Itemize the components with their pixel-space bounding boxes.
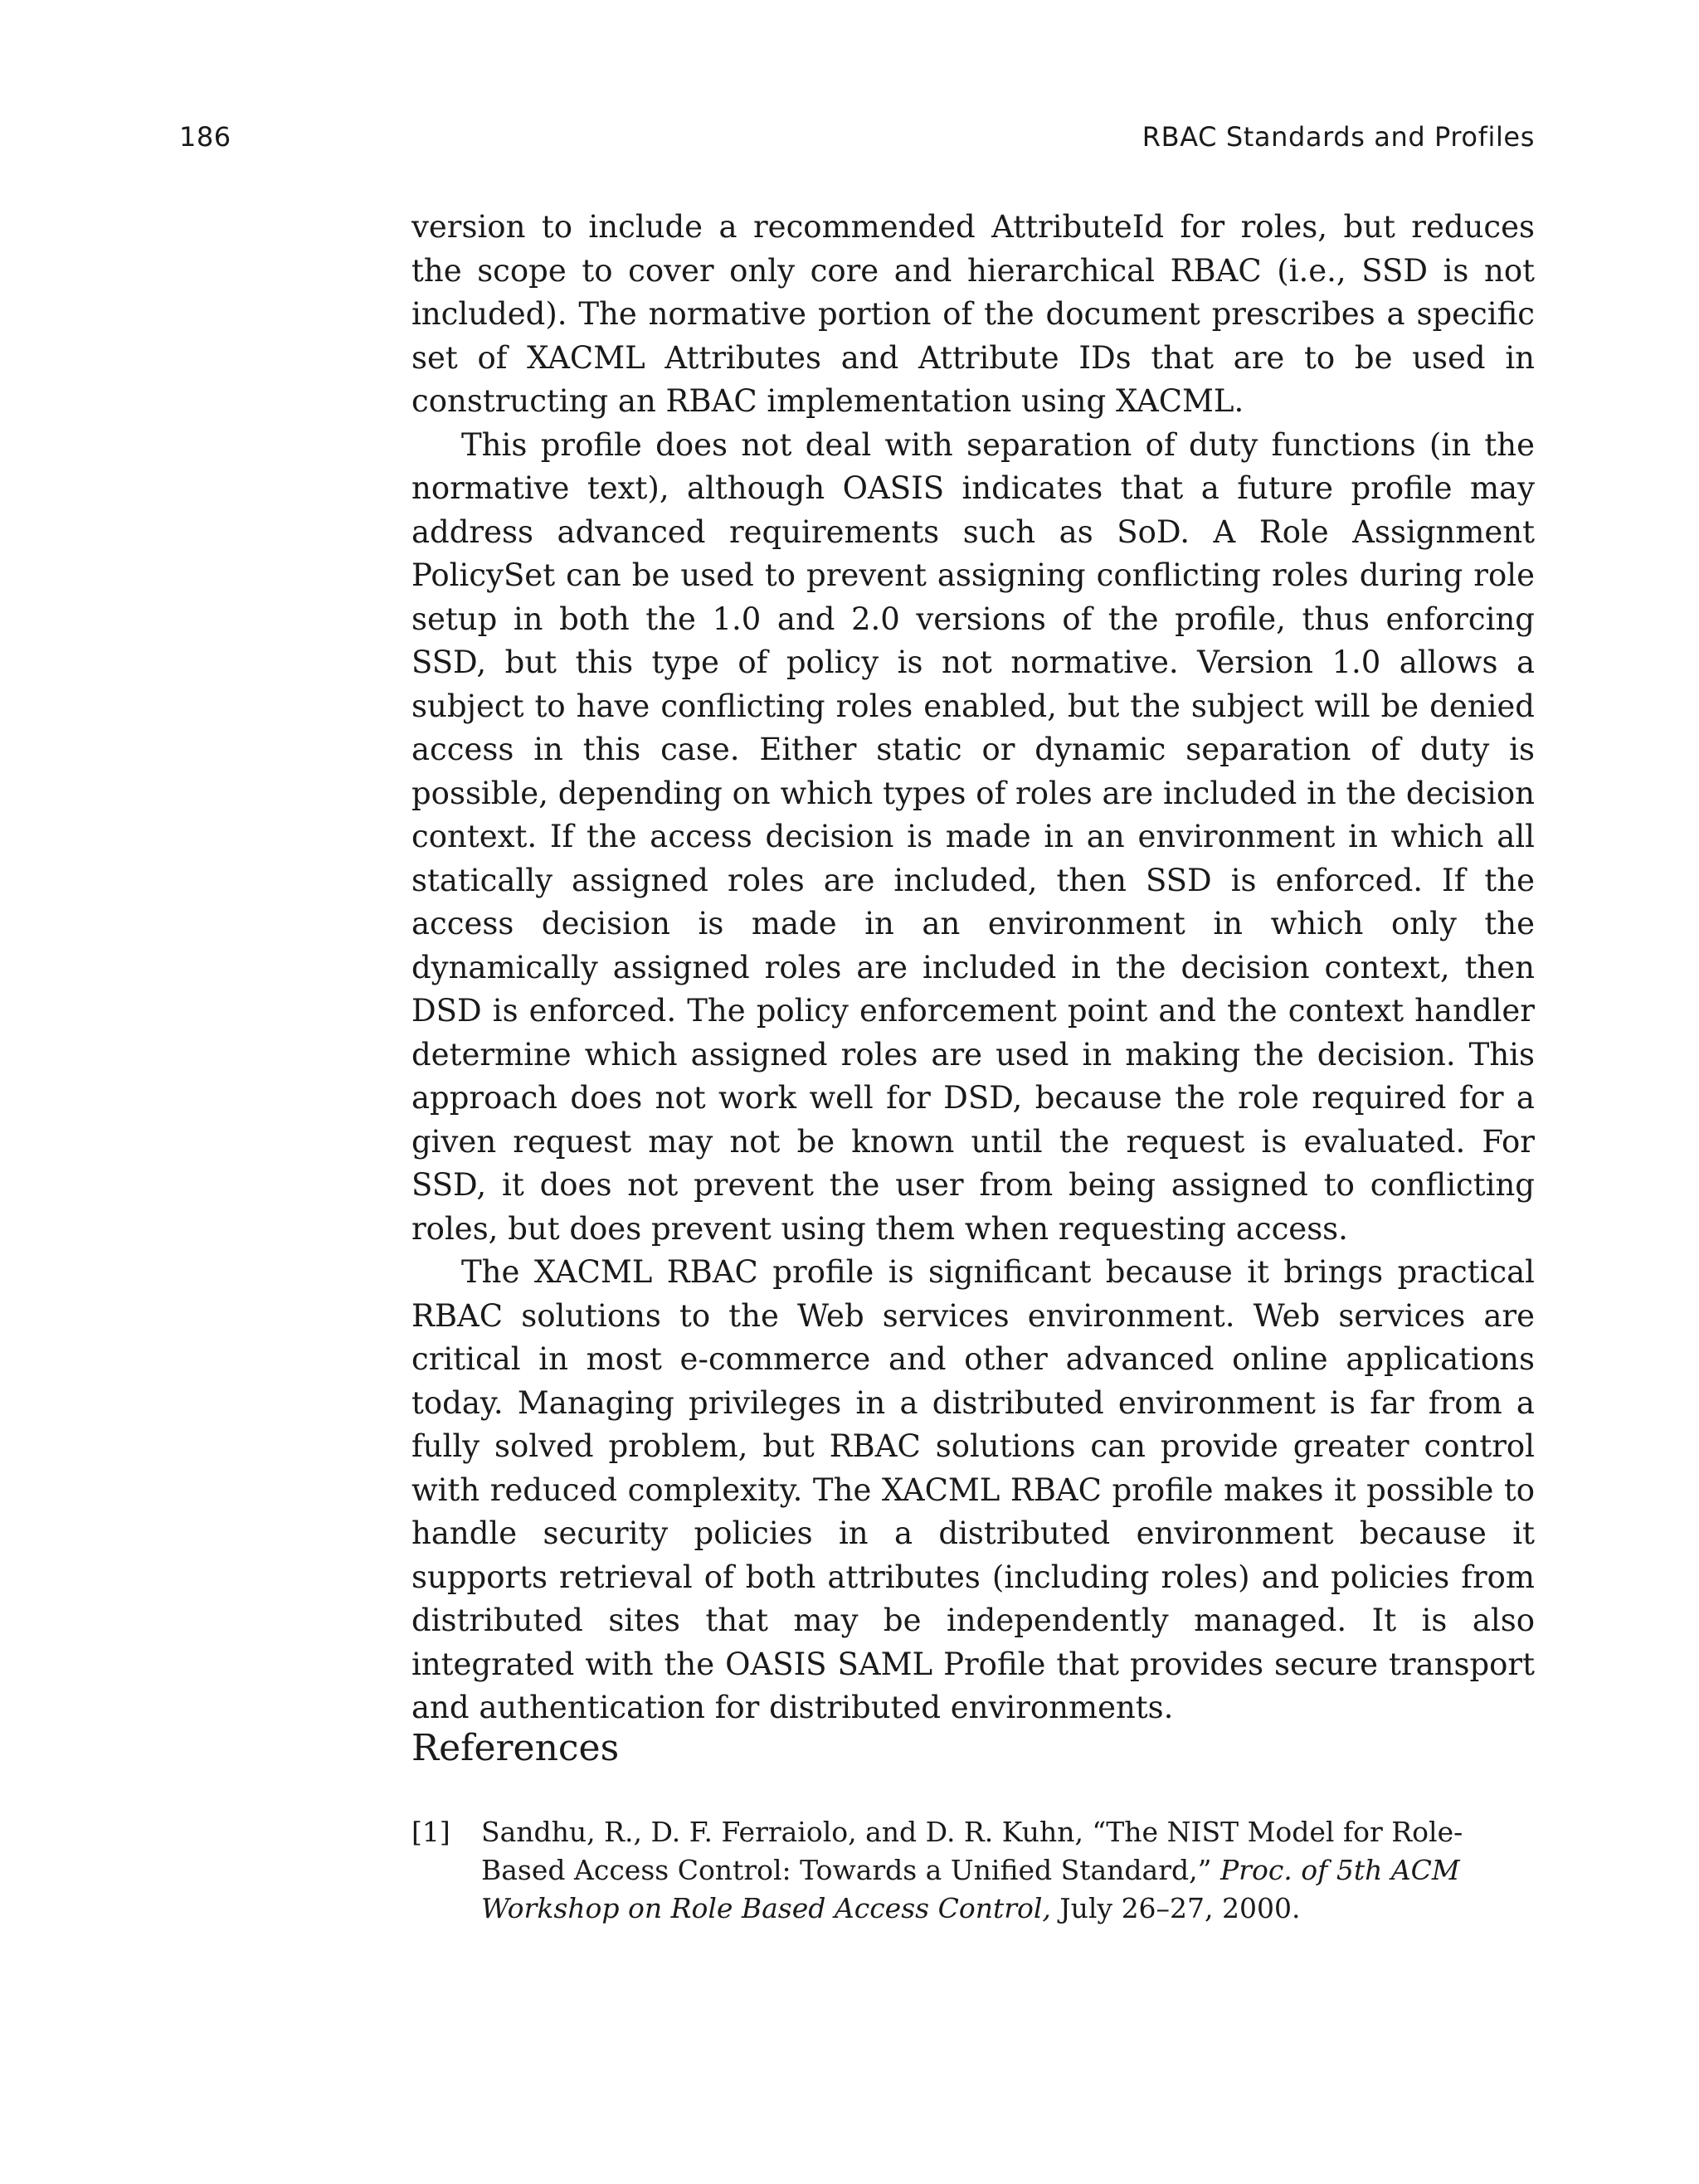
reference-list <box>411 1813 1535 1928</box>
paragraph-2: This profile does not deal with separation of duty functions (in the normative text), although OASIS indicates that a future profile may address advanced requirements such as SoD. A Role Assignment PolicySet can be used to prevent assigning conflicting roles during role setup in both the 1.0 and 2.0 versions of the profile, thus enforcing SSD, but this type of policy is not normative. Version 1.0 allows a subject to have conflicting roles enabled, but the subject will be denied access in this case. Either static or dynamic separation of duty is possible, depending on which types of roles are included in the decision context. If the access decision is made in an environment in which all statically assigned roles are included, then SSD is enforced. If the access decision is made in an environment in which only the dynamically assigned roles are included in the decision context, then DSD is enforced. The policy enforcement point and the context handler determine which assigned roles are used in making the decision. This approach does not work well for DSD, because the role required for a given request may not be known until the request is evaluated. For SSD, it does not prevent the user from being assigned to conflicting roles, but does prevent using them when requesting access. <box>411 426 1535 1247</box>
reference-venue: Proc. of 5th ACM Workshop on Role Based Access Control, <box>481 1854 1460 1924</box>
running-head <box>179 114 1535 159</box>
running-section-title: RBAC Standards and Profiles <box>1142 121 1535 153</box>
reference-authors-title: Sandhu, R., D. F. Ferraiolo, and D. R. Kuhn, “The NIST Model for Role-Based Access Control: Towards a Unified Standard,” <box>481 1816 1463 1886</box>
reference-date: July 26–27, 2000. <box>1050 1892 1301 1924</box>
reference-citation <box>481 1813 1535 1928</box>
paragraph-1: version to include a recommended AttributeId for roles, but reduces the scope to cover only core and hierarchical RBAC (i.e., SSD is not included). The normative portion of the document prescribes a specific set of XACML Attributes and Attribute IDs that are to be used in constructing an RBAC implementation using XACML. <box>411 209 1535 419</box>
reference-number: [1] <box>411 1816 450 1848</box>
body-text <box>411 206 1535 1730</box>
page-number: 186 <box>179 121 231 153</box>
reference-item <box>411 1813 1535 1928</box>
paragraph-3: The XACML RBAC profile is significant because it brings practical RBAC solutions to the Web services environment. Web services are critical in most e-commerce and other advanced online applications today. Managing privileges in a distributed environment is far from a fully solved problem, but RBAC solutions can provide greater control with reduced complexity. The XACML RBAC profile makes it possible to handle security policies in a distributed environment because it supports retrieval of both attributes (including roles) and policies from distributed sites that may be independently managed. It is also integrated with the OASIS SAML Profile that provides secure transport and authentication for distributed environments. <box>411 1254 1535 1725</box>
references-heading: References <box>411 1727 620 1769</box>
